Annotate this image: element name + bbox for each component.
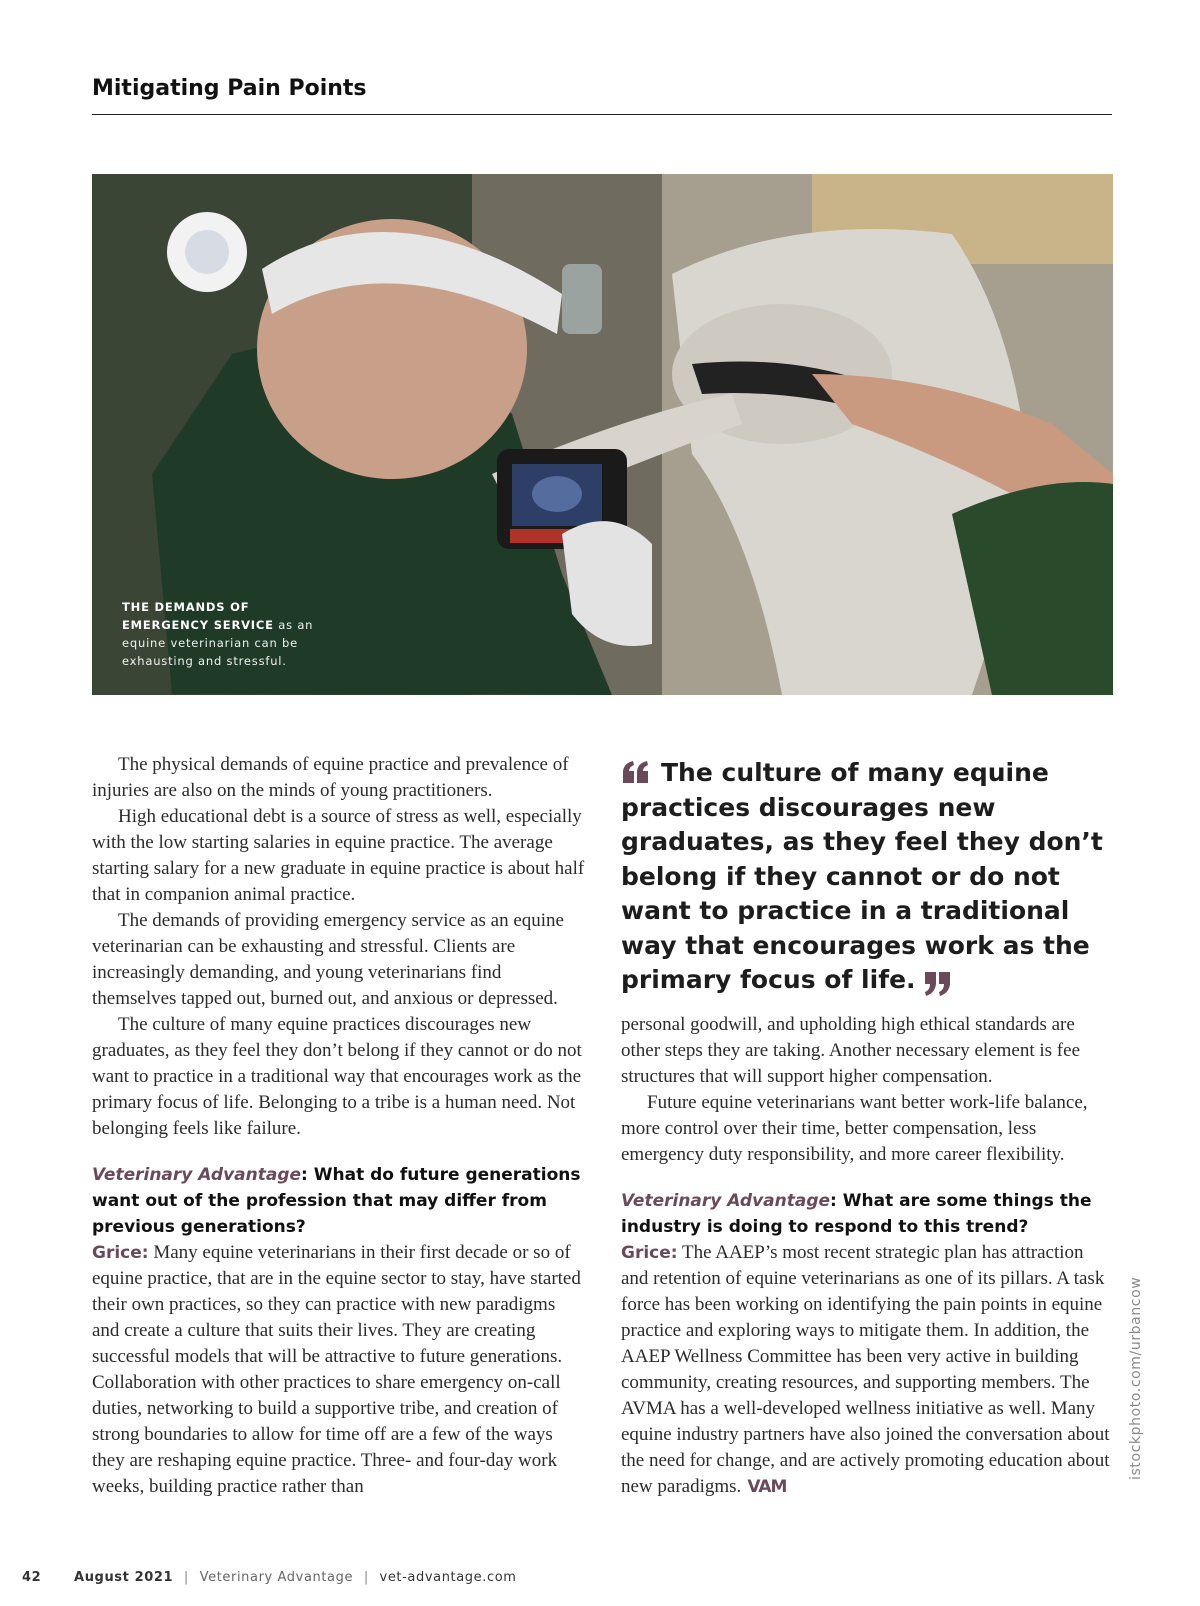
answer-text: Many equine veterinarians in their first decade or so of equine practice, that are in the equine sector to stay, have started their own practices, so they can practice with new paradigms and create a culture that suits their lives. They are creating successful models that will be attractive to future generations. Collaboration with other practices to share emergency on-call duties, networking to build a supportive tribe, and creation of strong boundaries to allow for time off are a few of the ways they are reshaping equine practice. Three- and four-day work weeks, building practice rather than xyxy=(92,1242,581,1497)
section-title: Mitigating Pain Points xyxy=(92,76,367,101)
interview-question xyxy=(621,1188,1115,1240)
answer-label: Grice: xyxy=(621,1243,678,1263)
body-paragraph: The culture of many equine practices discourages new graduates, as they feel they don’t belong if they cannot or do not want to practice in a traditional way that encourages work as the primary focus of life. Belonging to a tribe is a human need. Not belonging feels like failure. xyxy=(92,1014,582,1139)
question-brand: Veterinary Advantage xyxy=(621,1191,831,1211)
question-text: : What are some things the industry is doing to respond to this trend? xyxy=(621,1191,1092,1237)
question-brand: Veterinary Advantage xyxy=(92,1165,302,1185)
page-number: 42 xyxy=(22,1570,42,1585)
interview-answer xyxy=(92,1240,586,1500)
body-paragraph: personal goodwill, and upholding high ethical standards are other steps they are taking. Another necessary element is fee structures that will support higher compensation. xyxy=(621,1014,1080,1087)
body-paragraph: High educational debt is a source of stress as well, especially with the low starting salaries in equine practice. The average starting salary for a new graduate in equine practice is about half that in companion animal practice. xyxy=(92,806,585,905)
photo-caption xyxy=(122,598,332,670)
question-text: : What do future generations want out of the profession that may differ from previous generations? xyxy=(92,1165,581,1237)
left-column xyxy=(92,752,586,1500)
caption-bold-line-1: THE DEMANDS OF xyxy=(122,600,250,614)
open-quote-icon xyxy=(621,761,651,783)
caption-text-3: exhausting and stressful. xyxy=(122,654,287,668)
interview-answer xyxy=(621,1240,1115,1500)
footer-separator: | xyxy=(363,1570,369,1585)
header-divider xyxy=(92,114,1112,115)
photo-credit: istockphoto.com/urbancow xyxy=(1128,1276,1144,1480)
website-link[interactable]: vet-advantage.com xyxy=(379,1570,517,1585)
body-paragraph: The physical demands of equine practice and prevalence of injuries are also on the minds of young practitioners. xyxy=(92,754,569,801)
caption-text-1: as an xyxy=(273,618,314,632)
caption-text-2: equine veterinarian can be xyxy=(122,636,299,650)
page-footer xyxy=(22,1570,517,1585)
body-paragraph: Future equine veterinarians want better work-life balance, more control over their time, better compensation, less emergency duty responsibility, and more career flexibility. xyxy=(621,1092,1088,1165)
right-column xyxy=(621,1012,1115,1500)
body-paragraph: The demands of providing emergency service as an equine veterinarian can be exhausting and stressful. Clients are increasingly demanding, and young veterinarians find themselves tapped out, burned out, and anxious or depressed. xyxy=(92,910,564,1009)
feature-photo xyxy=(92,174,1113,695)
pull-quote xyxy=(621,756,1121,998)
footer-separator: | xyxy=(183,1570,189,1585)
interview-question xyxy=(92,1162,586,1240)
caption-bold-line-2: EMERGENCY SERVICE xyxy=(122,618,274,632)
pull-quote-text: The culture of many equine practices discourages new graduates, as they feel they don’t belong if they cannot or do not want to practice in a traditional way that encourages work as the primary focus of life. xyxy=(621,758,1103,994)
close-quote-icon xyxy=(922,972,952,998)
issue-date: August 2021 xyxy=(74,1570,174,1585)
magazine-name: Veterinary Advantage xyxy=(199,1570,354,1585)
answer-text: The AAEP’s most recent strategic plan has attraction and retention of equine veterinarians as one of its pillars. A task force has been working on identifying the pain points in equine practice and exploring ways to mitigate them. In addition, the AAEP Wellness Committee has been very active in building community, creating resources, and supporting members. The AVMA has a well-developed wellness initiative as well. Many equine industry partners have also joined the conversation about the need for change, and are actively promoting education about new paradigms. xyxy=(621,1242,1110,1497)
end-mark-logo: VAM xyxy=(747,1477,787,1497)
answer-label: Grice: xyxy=(92,1243,149,1263)
